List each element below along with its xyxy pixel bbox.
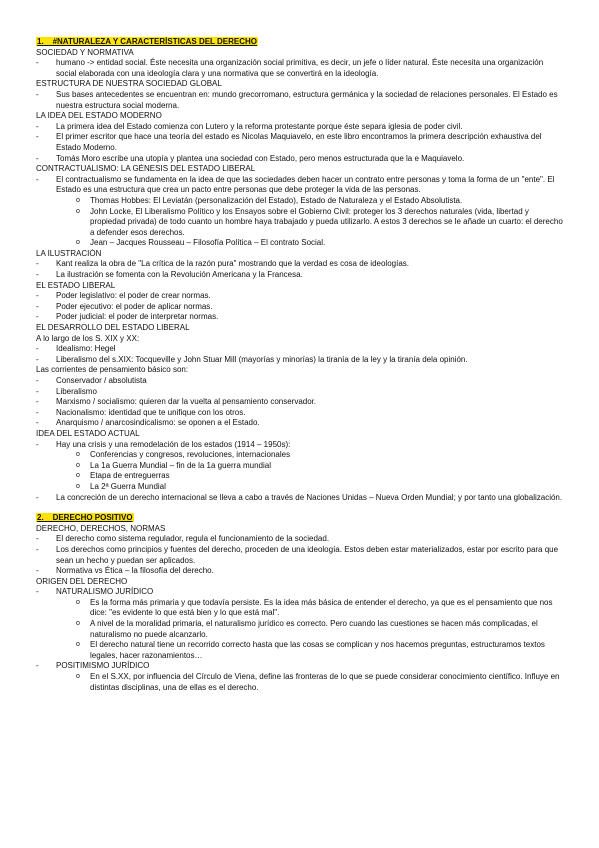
list-item: - Poder judicial: el poder de interpretar normas. [36, 312, 219, 322]
sub-list-item: o Conferencias y congresos, revoluciones, internacionales [76, 450, 291, 460]
dash-bullet-icon: - [36, 386, 39, 396]
dash-bullet-icon: - [36, 492, 39, 502]
dash-bullet-icon: - [36, 418, 39, 428]
list-item: - Sus bases antecedentes se encuentran en: mundo grecorromano, estructura germánica y la sociedad de relaciones personales. El Estado es nuestra estructura social moderna. [36, 89, 558, 110]
sub-list-item: o John Locke, El Liberalismo Político y los Ensayos sobre el Gobierno Civil: proteger los 3 derechos naturales (vida, libertad y propiedad privada) de todo cuanto un hombre haya trabajado y pueda utilizarlo. A estos 3 derechos se le añade un cuarto: el derecho a defender esos derechos. [76, 206, 563, 237]
list-item: - NATURALISMO JURÍDICO [36, 587, 154, 597]
heading-ilustracion: LA ILUSTRACIÓN [36, 248, 102, 258]
sub-list-item: o En el S.XX, por influencia del Círculo de Viena, define las fronteras de lo que se puede considerar conocimiento científico. Influye en distintas disciplinas, una de ellas es el derecho. [76, 672, 560, 692]
dash-bullet-icon: - [36, 344, 39, 354]
list-item: - El contractualismo se fundamenta en la idea de que las sociedades deben hacer un contrato entre personas y toma la forma de un "ente". El Estado es una estructura que crea un pacto entre personas que debe proteger la vida de las personas. [36, 174, 555, 195]
sub-list-item: o La 1a Guerra Mundial – fin de la 1a guerra mundial [76, 460, 271, 470]
dash-bullet-icon: - [36, 587, 39, 597]
dash-bullet-icon: - [36, 259, 39, 269]
section-1-title [36, 37, 564, 48]
heading-estructura: ESTRUCTURA DE NUESTRA SOCIEDAD GLOBAL [36, 79, 222, 89]
list-item: - Liberalismo [36, 386, 97, 396]
sub-list-item: o Jean – Jacques Rousseau – Filosofía Política – El contrato Social. [76, 238, 326, 248]
dash-bullet-icon: - [36, 439, 39, 449]
list-item: - Idealismo: Hegel [36, 344, 116, 354]
sub-list-item: o Etapa de entreguerras [76, 471, 170, 481]
section-2-heading: DERECHO POSITIVO [52, 513, 133, 523]
heading-sociedad: SOCIEDAD Y NORMATIVA [36, 47, 134, 57]
list-item: - La ilustración se fomenta con la Revolución Americana y la Francesa. [36, 270, 303, 280]
section-1-heading: #NATURALEZA Y CARACTERÍSTICAS DEL DERECHO [52, 37, 258, 46]
heading-estado-liberal: EL ESTADO LIBERAL [36, 280, 116, 290]
list-item: - Normativa vs Ética – la filosofía del derecho. [36, 566, 214, 576]
document-page [36, 37, 564, 693]
circle-bullet-icon: o [76, 207, 80, 215]
circle-bullet-icon: o [76, 598, 80, 606]
list-item: - Conservador / absolutista [36, 376, 147, 385]
list-item: - El derecho como sistema regulador, regula el funcionamiento de la sociedad. [36, 534, 330, 544]
section-1-number: 1. [37, 37, 44, 46]
section-2-title [36, 513, 564, 524]
section-2-number: 2. [37, 513, 44, 523]
dash-bullet-icon: - [36, 291, 39, 301]
circle-bullet-icon: o [76, 461, 80, 469]
list-item: - humano -> entidad social. Éste necesita una organización social primitiva, es decir, un jefe o líder natural. Éste necesita una organización social elaborada con una ideología clara y una normativa que se convertirá en la ideología. [36, 58, 544, 78]
sub-list-item: o El derecho natural tiene un recorrido correcto hasta que las cosas se complican y nos hacemos preguntas, estructuramos textos legales, hacer razonamientos… [76, 640, 545, 660]
circle-bullet-icon: o [76, 641, 80, 649]
sub-list-item: o La 2ª Guerra Mundial [76, 481, 166, 491]
dash-bullet-icon: - [36, 376, 39, 385]
list-item: - Anarquismo / anarcosindicalismo: se oponen a el Estado. [36, 418, 260, 428]
desarrollo-intro: A lo largo de los S. XIX y XX: [36, 333, 140, 343]
circle-bullet-icon: o [76, 482, 80, 490]
dash-bullet-icon: - [36, 566, 39, 576]
dash-bullet-icon: - [36, 407, 39, 417]
sub-list-item: o Thomas Hobbes: El Leviatán (personalización del Estado), Estado de Naturaleza y el Estado Absolutista. [76, 195, 463, 205]
list-item: - Nacionalismo: identidad que te unifique con los otros. [36, 407, 246, 417]
heading-idea-estado: LA IDEA DEL ESTADO MODERNO [36, 111, 162, 121]
heading-derecho: DERECHO, DERECHOS, NORMAS [36, 523, 166, 533]
heading-estado-actual: IDEA DEL ESTADO ACTUAL [36, 428, 140, 438]
circle-bullet-icon: o [76, 451, 80, 459]
dash-bullet-icon: - [36, 534, 39, 544]
list-item: - Poder legislativo: el poder de crear normas. [36, 291, 211, 301]
list-item: - Hay una crisis y una remodelación de los estados (1914 – 1950s): [36, 439, 291, 449]
dash-bullet-icon: - [36, 544, 39, 554]
list-item: - La concreción de un derecho internacional se lleva a cabo a través de Naciones Unidas – Nueva Orden Mundial; y por tanto una globalización. [36, 492, 563, 502]
dash-bullet-icon: - [36, 58, 39, 68]
list-item: - Kant realiza la obra de "La crítica de la razón pura" mostrando que la verdad es cosa de ideologías. [36, 259, 410, 269]
dash-bullet-icon: - [36, 174, 39, 184]
dash-bullet-icon: - [36, 153, 39, 163]
sub-list-item: o Es la forma más primaria y que todavía persiste. Es la idea más básica de entender el derecho, ya que es el pensamiento que nos dice: "es evidente lo que está bien y lo que está mal". [76, 597, 553, 618]
heading-origen: ORIGEN DEL DERECHO [36, 576, 128, 586]
section-gap [36, 503, 564, 513]
dash-bullet-icon: - [36, 354, 39, 364]
corrientes-intro: Las corrientes de pensamiento básico son: [36, 365, 189, 375]
heading-desarrollo: EL DESARROLLO DEL ESTADO LIBERAL [36, 323, 190, 333]
dash-bullet-icon: - [36, 301, 39, 311]
dash-bullet-icon: - [36, 661, 39, 671]
list-item: - POSITIMISMO JURÍDICO [36, 661, 150, 671]
dash-bullet-icon: - [36, 312, 39, 322]
circle-bullet-icon: o [76, 620, 80, 628]
sub-list-item: o A nivel de la moralidad primaria, el naturalismo jurídico es correcto. Pero cuando las cuestiones se hacen más complicadas, el naturalismo no puede alcanzarlo. [76, 619, 538, 639]
list-item: - El primer escritor que hace una teoría del estado es Nicolas Maquiavelo, en este libro encontramos la primera descripción exhaustiva del Estado Moderno. [36, 132, 542, 152]
circle-bullet-icon: o [76, 472, 80, 480]
dash-bullet-icon: - [36, 121, 39, 131]
list-item: - Los derechos como principios y fuentes del derecho, proceden de una ideología. Estos deben estar materializados, estar por escrito para que sean un hecho y puedan ser aplicados. [36, 544, 559, 565]
circle-bullet-icon: o [76, 673, 80, 681]
dash-bullet-icon: - [36, 397, 39, 407]
heading-contractualismo: CONTRACTUALISMO: LA GÉNESIS DEL ESTADO LIBERAL [36, 164, 256, 174]
list-item: - Tomás Moro escribe una utopía y plantea una sociedad con Estado, pero menos estructurada que la e Maquiavelo. [36, 153, 465, 163]
dash-bullet-icon: - [36, 89, 39, 99]
list-item: - Poder ejecutivo: el poder de aplicar normas. [36, 301, 213, 311]
circle-bullet-icon: o [76, 196, 80, 204]
dash-bullet-icon: - [36, 132, 39, 142]
dash-bullet-icon: - [36, 270, 39, 280]
list-item: - Marxismo / socialismo: quieren dar la vuelta al pensamiento conservador. [36, 397, 317, 407]
circle-bullet-icon: o [76, 239, 80, 247]
list-item: - Liberalismo del s.XIX: Tocqueville y John Stuar Mill (mayorías y minorías) la tiranía de la ley y la tiranía dela opinión. [36, 354, 468, 364]
list-item: - La primera idea del Estado comienza con Lutero y la reforma protestante porque éste separa iglesia de poder civil. [36, 121, 463, 131]
